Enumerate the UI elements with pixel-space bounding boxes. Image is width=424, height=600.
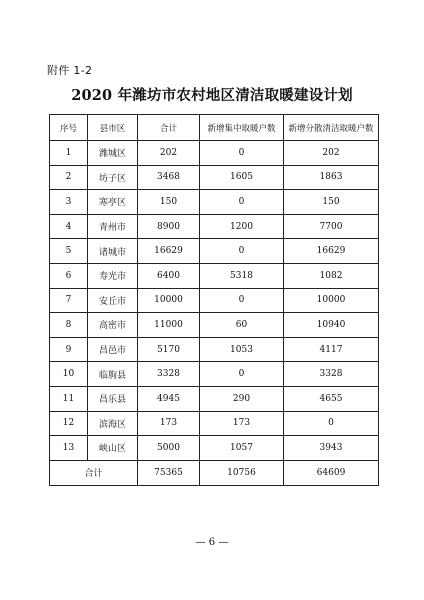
- cell-district: 坊子区: [88, 165, 138, 190]
- cell-index: 11: [50, 386, 88, 411]
- cell-total: 4945: [138, 386, 200, 411]
- cell-total: 11000: [138, 313, 200, 338]
- cell-total: 150: [138, 190, 200, 215]
- table-row: [50, 165, 379, 190]
- cell-district: 临朐县: [88, 362, 138, 387]
- header-district: 县市区: [88, 115, 138, 141]
- cell-district: 高密市: [88, 313, 138, 338]
- cell-central: 0: [200, 190, 284, 215]
- table-row: [50, 214, 379, 239]
- total-sum: 75365: [138, 460, 200, 485]
- cell-total: 3328: [138, 362, 200, 387]
- table-row: [50, 141, 379, 166]
- cell-index: 4: [50, 214, 88, 239]
- cell-index: 13: [50, 436, 88, 461]
- cell-dispersed: 10000: [284, 288, 379, 313]
- cell-district: 寒亭区: [88, 190, 138, 215]
- cell-district: 潍城区: [88, 141, 138, 166]
- cell-index: 9: [50, 337, 88, 362]
- total-row: [50, 460, 379, 485]
- cell-index: 7: [50, 288, 88, 313]
- header-index: 序号: [50, 115, 88, 141]
- cell-total: 10000: [138, 288, 200, 313]
- total-dispersed: 64609: [284, 460, 379, 485]
- cell-dispersed: 16629: [284, 239, 379, 264]
- total-label: 合计: [50, 460, 138, 485]
- cell-dispersed: 202: [284, 141, 379, 166]
- cell-dispersed: 10940: [284, 313, 379, 338]
- table-row: [50, 288, 379, 313]
- table-row: [50, 190, 379, 215]
- cell-district: 诸城市: [88, 239, 138, 264]
- cell-central: 290: [200, 386, 284, 411]
- table-row: [50, 263, 379, 288]
- cell-central: 173: [200, 411, 284, 436]
- cell-district: 青州市: [88, 214, 138, 239]
- cell-index: 8: [50, 313, 88, 338]
- table-row: [50, 436, 379, 461]
- document-title: 2020 年潍坊市农村地区清洁取暖建设计划: [71, 87, 353, 104]
- attachment-label: 附件 1-2: [47, 64, 93, 77]
- cell-central: 1200: [200, 214, 284, 239]
- cell-district: 昌乐县: [88, 386, 138, 411]
- cell-dispersed: 0: [284, 411, 379, 436]
- cell-district: 峡山区: [88, 436, 138, 461]
- cell-dispersed: 1082: [284, 263, 379, 288]
- cell-index: 10: [50, 362, 88, 387]
- header-dispersed-heating: 新增分散清洁取暖户数: [284, 115, 379, 141]
- cell-dispersed: 150: [284, 190, 379, 215]
- cell-total: 6400: [138, 263, 200, 288]
- table-row: [50, 239, 379, 264]
- cell-dispersed: 3328: [284, 362, 379, 387]
- cell-index: 2: [50, 165, 88, 190]
- cell-district: 寿光市: [88, 263, 138, 288]
- header-central-heating: 新增集中取暖户数: [200, 115, 284, 141]
- cell-total: 8900: [138, 214, 200, 239]
- cell-dispersed: 3943: [284, 436, 379, 461]
- table-row: [50, 313, 379, 338]
- cell-district: 昌邑市: [88, 337, 138, 362]
- total-central: 10756: [200, 460, 284, 485]
- cell-total: 5170: [138, 337, 200, 362]
- cell-total: 202: [138, 141, 200, 166]
- cell-district: 滨海区: [88, 411, 138, 436]
- cell-index: 12: [50, 411, 88, 436]
- table-row: [50, 362, 379, 387]
- cell-central: 1053: [200, 337, 284, 362]
- page-number: — 6 —: [195, 537, 229, 548]
- cell-index: 6: [50, 263, 88, 288]
- cell-dispersed: 7700: [284, 214, 379, 239]
- cell-central: 0: [200, 288, 284, 313]
- cell-total: 5000: [138, 436, 200, 461]
- cell-total: 16629: [138, 239, 200, 264]
- table-row: [50, 411, 379, 436]
- cell-central: 1057: [200, 436, 284, 461]
- cell-central: 1605: [200, 165, 284, 190]
- cell-central: 5318: [200, 263, 284, 288]
- cell-district: 安丘市: [88, 288, 138, 313]
- table-header-row: [50, 115, 379, 141]
- cell-dispersed: 1863: [284, 165, 379, 190]
- cell-central: 0: [200, 239, 284, 264]
- cell-index: 3: [50, 190, 88, 215]
- heating-plan-table: [49, 114, 379, 486]
- header-total: 合计: [138, 115, 200, 141]
- cell-index: 5: [50, 239, 88, 264]
- cell-total: 173: [138, 411, 200, 436]
- cell-dispersed: 4655: [284, 386, 379, 411]
- cell-total: 3468: [138, 165, 200, 190]
- cell-central: 60: [200, 313, 284, 338]
- table-row: [50, 386, 379, 411]
- cell-index: 1: [50, 141, 88, 166]
- table-row: [50, 337, 379, 362]
- cell-dispersed: 4117: [284, 337, 379, 362]
- cell-central: 0: [200, 141, 284, 166]
- cell-central: 0: [200, 362, 284, 387]
